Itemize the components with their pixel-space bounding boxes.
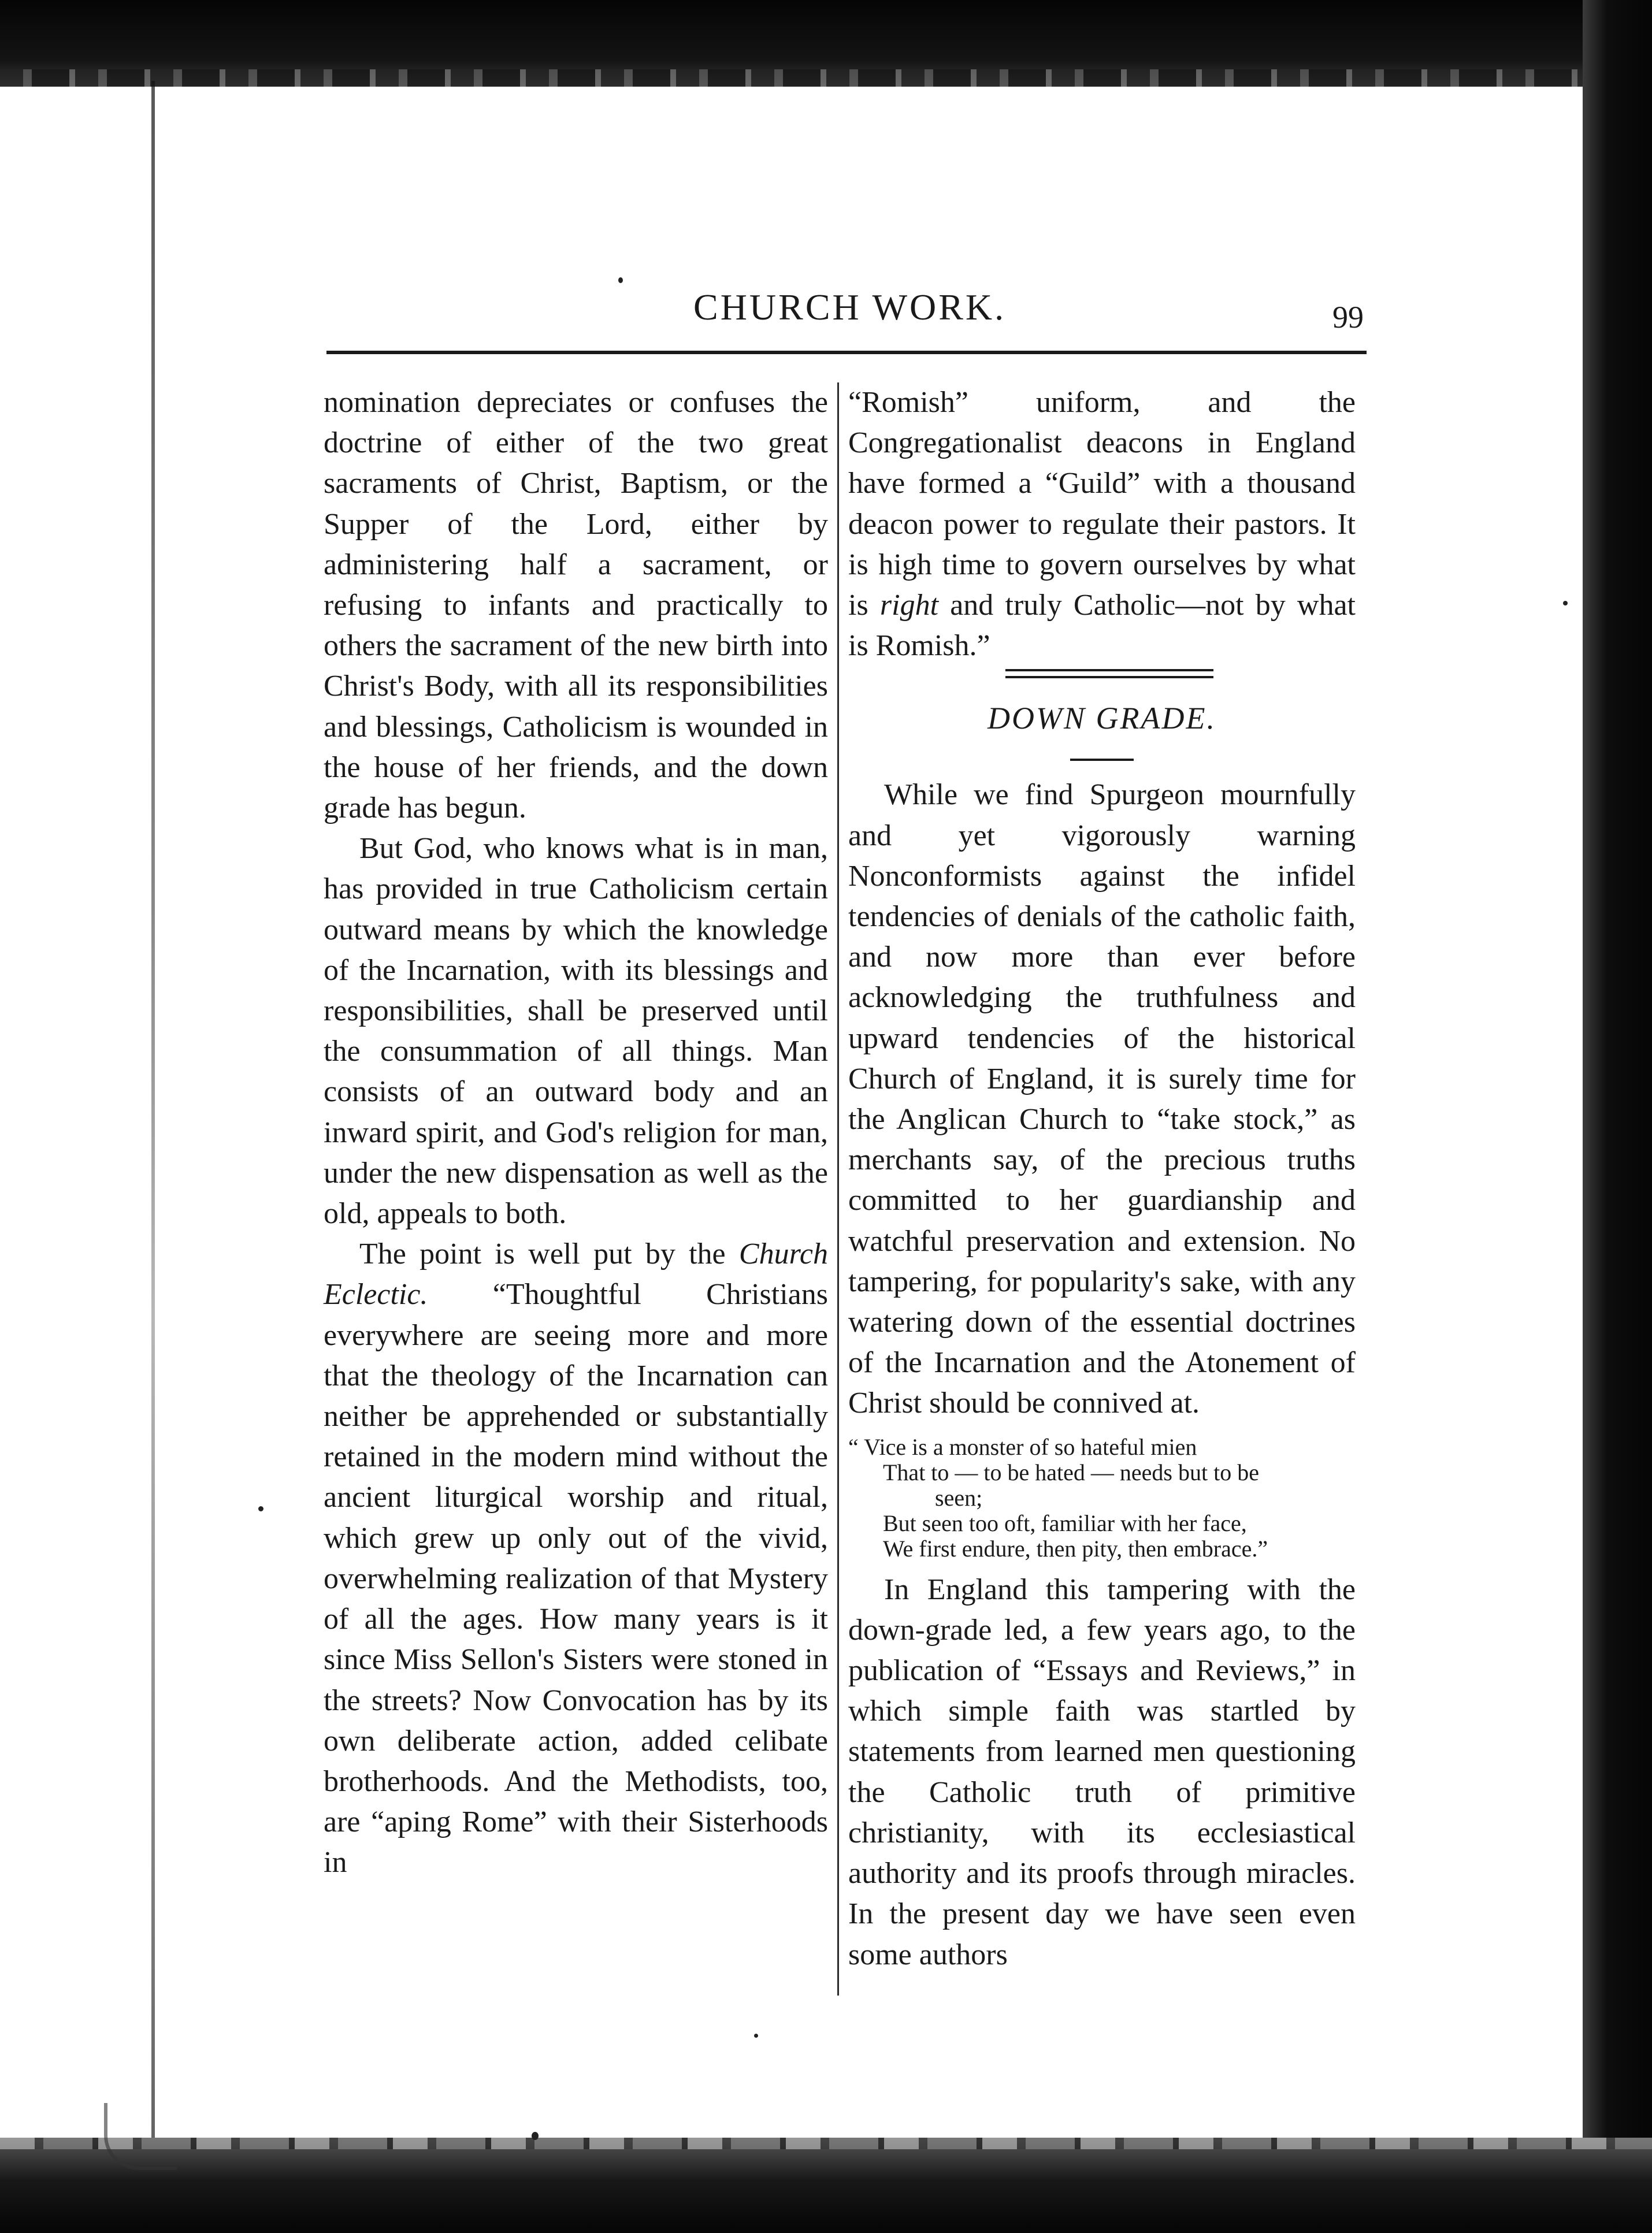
paragraph: nomination depreciates or confuses the doctrine of either of the two great sacraments of Christ, Baptism, or the Supper of the Lord, either by administering half a sacrament, or refusing to infants and practically to others the sacrament of the new birth into Christ's Body, with all its responsibilities and blessings, Catholicism is wounded in the house of her friends, and the down grade has begun. bbox=[324, 386, 828, 825]
scan-border-top bbox=[0, 0, 1652, 87]
ink-speck bbox=[532, 2132, 539, 2140]
paragraph-text: and truly Catholic—not by what is Romish.” bbox=[848, 589, 1356, 663]
paragraph bbox=[324, 1234, 828, 1883]
verse-line: We first endure, then pity, then embrace.” bbox=[883, 1535, 1268, 1562]
paragraph: While we find Spurgeon mournfully and yet vigorously warning Nonconformists against the infidel tendencies of denials of the catholic faith, and now more than ever before acknowledging the truthfulness and upward tendencies of the historical Church of England, it is surely time for the Anglican Church to “take stock,” as merchants say, of the precious truths committed to her guardianship and watchful preservation and extension. No tampering, for popularity's sake, with any watering down of the essential doctrines of the Incarnation and the Atonement of Christ should be connived at. bbox=[848, 778, 1356, 1420]
ink-speck bbox=[258, 1506, 263, 1511]
verse-line: But seen too oft, familiar with her face, bbox=[883, 1510, 1247, 1536]
scan-border-right bbox=[1583, 0, 1652, 2233]
column-divider bbox=[837, 382, 839, 1996]
page-number: 99 bbox=[1332, 300, 1364, 335]
binding-margin-line bbox=[151, 81, 155, 2138]
heading-rule bbox=[1070, 759, 1134, 761]
ink-speck bbox=[1563, 601, 1568, 605]
verse-line: seen; bbox=[935, 1484, 983, 1511]
page-corner-curl bbox=[104, 2103, 177, 2170]
running-title: CHURCH WORK. bbox=[693, 287, 1007, 328]
paragraph-text: “Thoughtful Christians everywhere are seeing more and more that the theology of the Incarnation can neither be apprehended or substantially retained in the modern mind without the ancient liturgical worship and ritual, which grew up only out of the vivid, overwhelming realization of that Mystery of all the ages. How many years is it since Miss Sellon's Sisters were stoned in the streets? Now Convocation has by its own deliberate action, added celibate brotherhoods. And the Methodists, too, are “aping Rome” with their Sisterhoods in bbox=[324, 1278, 828, 1879]
emphasis: right bbox=[879, 589, 939, 622]
paragraph: In England this tampering with the down-grade led, a few years ago, to the publication of “Essays and Reviews,” in which simple faith was startled by statements from learned men questioning the Catholic truth of primitive christianity, with its ecclesiastical authority and its proofs through miracles. In the present day we have seen even some authors bbox=[848, 1573, 1356, 1971]
paragraph-lead: The point is well put by the bbox=[359, 1238, 726, 1271]
left-column bbox=[324, 382, 828, 1883]
paragraph bbox=[848, 382, 1356, 666]
section-heading: DOWN GRADE. bbox=[988, 701, 1216, 736]
double-rule-separator bbox=[1005, 669, 1213, 678]
right-column bbox=[848, 382, 1356, 1975]
verse-quotation bbox=[848, 1435, 1356, 1562]
page-header bbox=[324, 289, 1364, 352]
scan-border-bottom bbox=[0, 2138, 1652, 2233]
paragraph: But God, who knows what is in man, has provided in true Catholicism certain outward means by which the knowledge of the Incarnation, with its blessings and responsibilities, shall be preserved until the consummation of all things. Man consists of an outward body and an inward spirit, and God's religion for man, under the new dispensation as well as the old, appeals to both. bbox=[324, 832, 828, 1231]
verse-line: That to — to be hated — needs but to be bbox=[883, 1459, 1259, 1485]
paragraph-lead: “Romish” uniform, and the Congregationalist deacons in England have formed a “Guild” with a thousand deacon power to regulate their pastors. It is high time to govern ourselves by what is bbox=[848, 386, 1356, 622]
verse-line: “ Vice is a monster of so hateful mien bbox=[848, 1433, 1197, 1460]
header-rule bbox=[326, 351, 1367, 354]
source-title: Church Eclectic. bbox=[324, 1238, 828, 1311]
ink-speck bbox=[754, 2034, 758, 2038]
ink-speck bbox=[618, 277, 623, 283]
